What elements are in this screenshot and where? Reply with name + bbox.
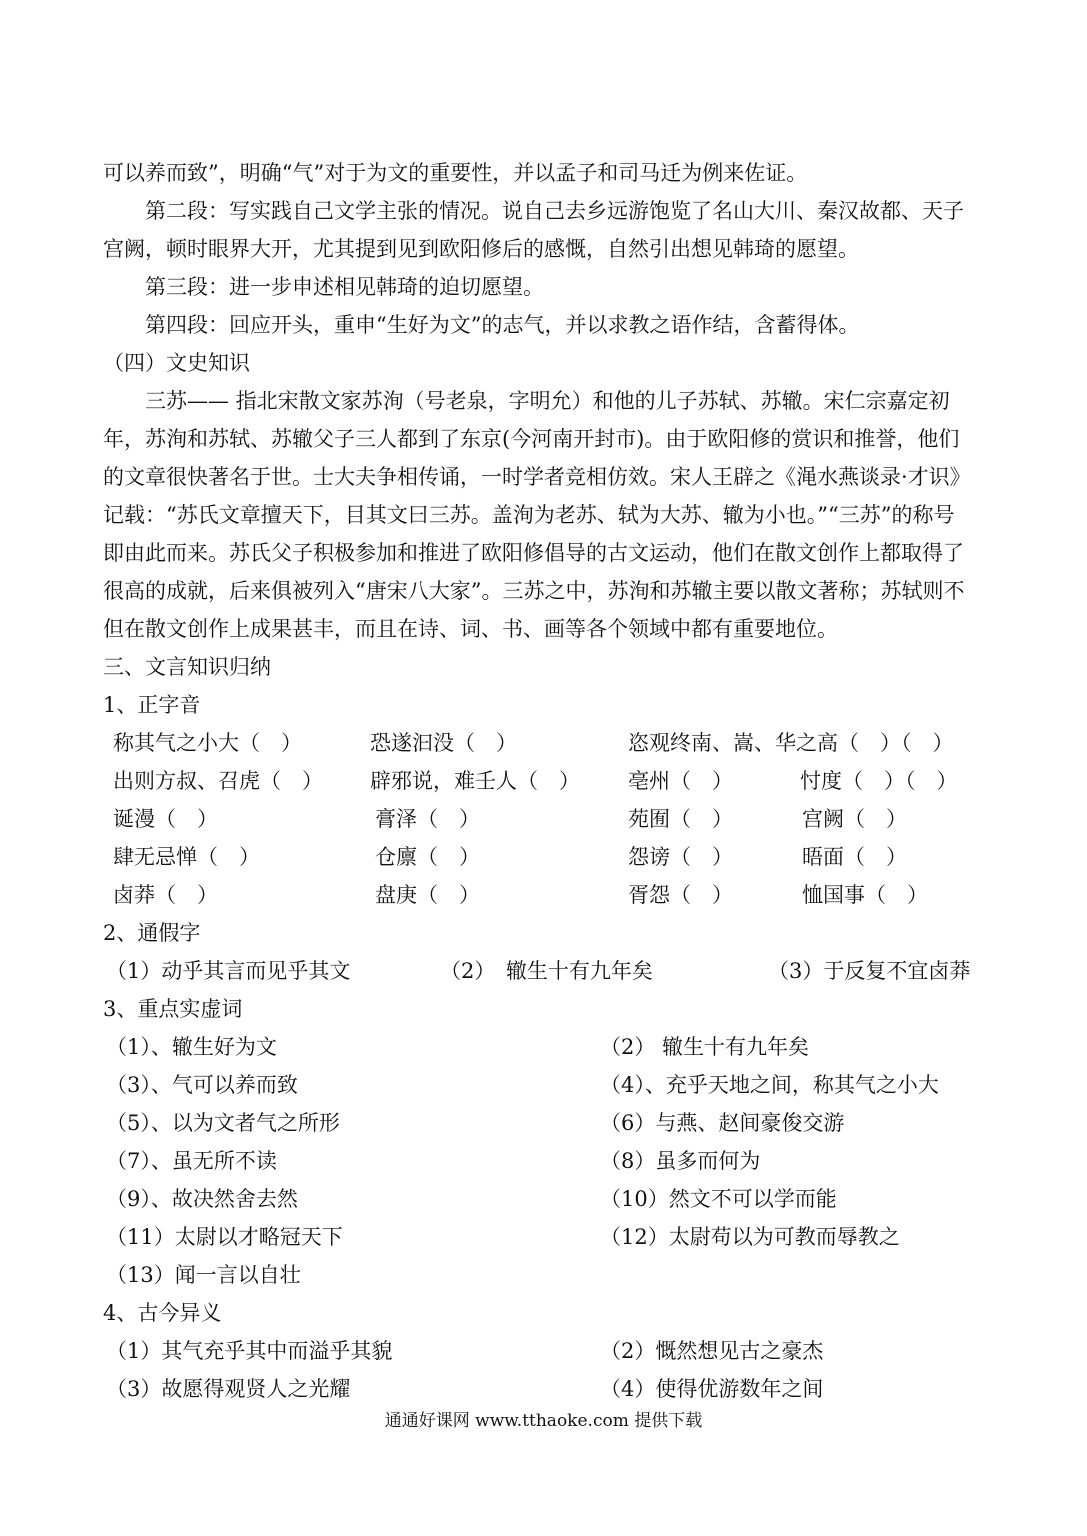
key-word-item: （7）、虽无所不读 (106, 1149, 277, 1173)
key-word-item: （10）然文不可以学而能 (600, 1187, 837, 1211)
key-word-item: （3）、气可以养而致 (106, 1073, 298, 1097)
key-word-item: （6）与燕、赵间豪俊交游 (600, 1111, 845, 1135)
heading-interchangeable-chars: 2、通假字 (103, 921, 201, 945)
paragraph-1-ending: 可以养而致”，明确“气”对于为文的重要性，并以孟子和司马迁为例来佐证。 (103, 161, 808, 185)
heading-ancient-modern-meanings: 4、古今异义 (103, 1301, 222, 1325)
pronunciation-item: 晤面（ ） (802, 845, 907, 869)
key-word-item: （4）、充乎天地之间，称其气之小大 (600, 1073, 939, 1097)
pronunciation-item: 膏泽（ ） (375, 807, 480, 831)
key-word-item: （2） 辙生十有九年矣 (600, 1035, 810, 1059)
meaning-item: （1）其气充乎其中而溢乎其貌 (106, 1339, 393, 1363)
meaning-item: （2）慨然想见古之豪杰 (600, 1339, 824, 1363)
pronunciation-item: 恣观终南、嵩、华之高（ ）（ ） (628, 731, 954, 755)
pronunciation-item: 怨谤（ ） (628, 845, 733, 869)
pronunciation-item: 诞漫（ ） (113, 807, 218, 831)
interchangeable-item: （1）动乎其言而见乎其文 (106, 959, 351, 983)
key-word-item: （13）闻一言以自壮 (106, 1263, 301, 1287)
pronunciation-item: 亳州（ ） (628, 769, 733, 793)
page-footer: 通通好课网 www.tthaoke.com 提供下载 (384, 1411, 703, 1431)
pronunciation-item: 宫阙（ ） (802, 807, 907, 831)
meaning-item: （4）使得优游数年之间 (600, 1377, 824, 1401)
paragraph-4: 第四段：回应开头，重申“生好为文”的志气，并以求教之语作结，含蓄得体。 (145, 313, 860, 337)
pronunciation-item: 苑囿（ ） (628, 807, 733, 831)
heading-classical-knowledge: 三、文言知识归纳 (103, 655, 271, 679)
pronunciation-item: 称其气之小大（ ） (113, 731, 302, 755)
interchangeable-item: （2） 辙生十有九年矣 (440, 959, 653, 983)
pronunciation-item: 胥怨（ ） (628, 883, 733, 907)
pronunciation-item: 肆无忌惮（ ） (113, 845, 260, 869)
pronunciation-item: 恤国事（ ） (802, 883, 928, 907)
meaning-item: （3）故愿得观贤人之光耀 (106, 1377, 351, 1401)
key-word-item: （1）、辙生好为文 (106, 1035, 277, 1059)
paragraph-2: 第二段：写实践自己文学主张的情况。说自己去乡远游饱览了名山大川、秦汉故都、天子宫阙，顿时眼界大开，尤其提到见到欧阳修后的感慨，自然引出想见韩琦的愿望。 (103, 199, 964, 261)
pronunciation-item: 恐遂汩没（ ） (370, 731, 517, 755)
pronunciation-item: 忖度（ ）（ ） (800, 769, 958, 793)
pronunciation-item: 出则方叔、召虎（ ） (113, 769, 323, 793)
pronunciation-item: 卤莽（ ） (113, 883, 218, 907)
key-word-item: （8）虽多而何为 (600, 1149, 761, 1173)
heading-pronunciation: 1、正字音 (103, 693, 201, 717)
paragraph-3: 第三段：进一步申述相见韩琦的迫切愿望。 (145, 275, 544, 299)
heading-literary-history: （四）文史知识 (103, 351, 250, 375)
interchangeable-item: （3）于反复不宜卤莽 (768, 959, 971, 983)
key-word-item: （11）太尉以才略冠天下 (106, 1225, 343, 1249)
pronunciation-item: 辟邪说，难壬人（ ） (370, 769, 580, 793)
pronunciation-item: 盘庚（ ） (375, 883, 480, 907)
pronunciation-item: 仓廪（ ） (375, 845, 480, 869)
heading-key-words: 3、重点实虚词 (103, 997, 243, 1021)
key-word-item: （12）太尉苟以为可教而辱教之 (600, 1225, 900, 1249)
key-word-item: （9）、故决然舍去然 (106, 1187, 298, 1211)
paragraph-three-su: 三苏—— 指北宋散文家苏洵（号老泉，字明允）和他的儿子苏轼、苏辙。宋仁宗嘉定初年，苏洵和苏轼、苏辙父子三人都到了东京(今河南开封市)。由于欧阳修的赏识和推誉，他们的文章很快著名于世。士大夫争相传诵，一时学者竞相仿效。宋人王辟之《渑水燕谈录·才识》记载：“苏氏文章擅天下，目其文曰三苏。盖洵为老苏、轼为大苏、辙为小也。”“三苏”的称号即由此而来。苏氏父子积极参加和推进了欧阳修倡导的古文运动，他们在散文创作上都取得了很高的成就，后来俱被列入“唐宋八大家”。三苏之中，苏洵和苏辙主要以散文著称；苏轼则不但在散文创作上成果甚丰，而且在诗、词、书、画等各个领域中都有重要地位。 (103, 389, 971, 641)
key-word-item: （5）、以为文者气之所形 (106, 1111, 340, 1135)
